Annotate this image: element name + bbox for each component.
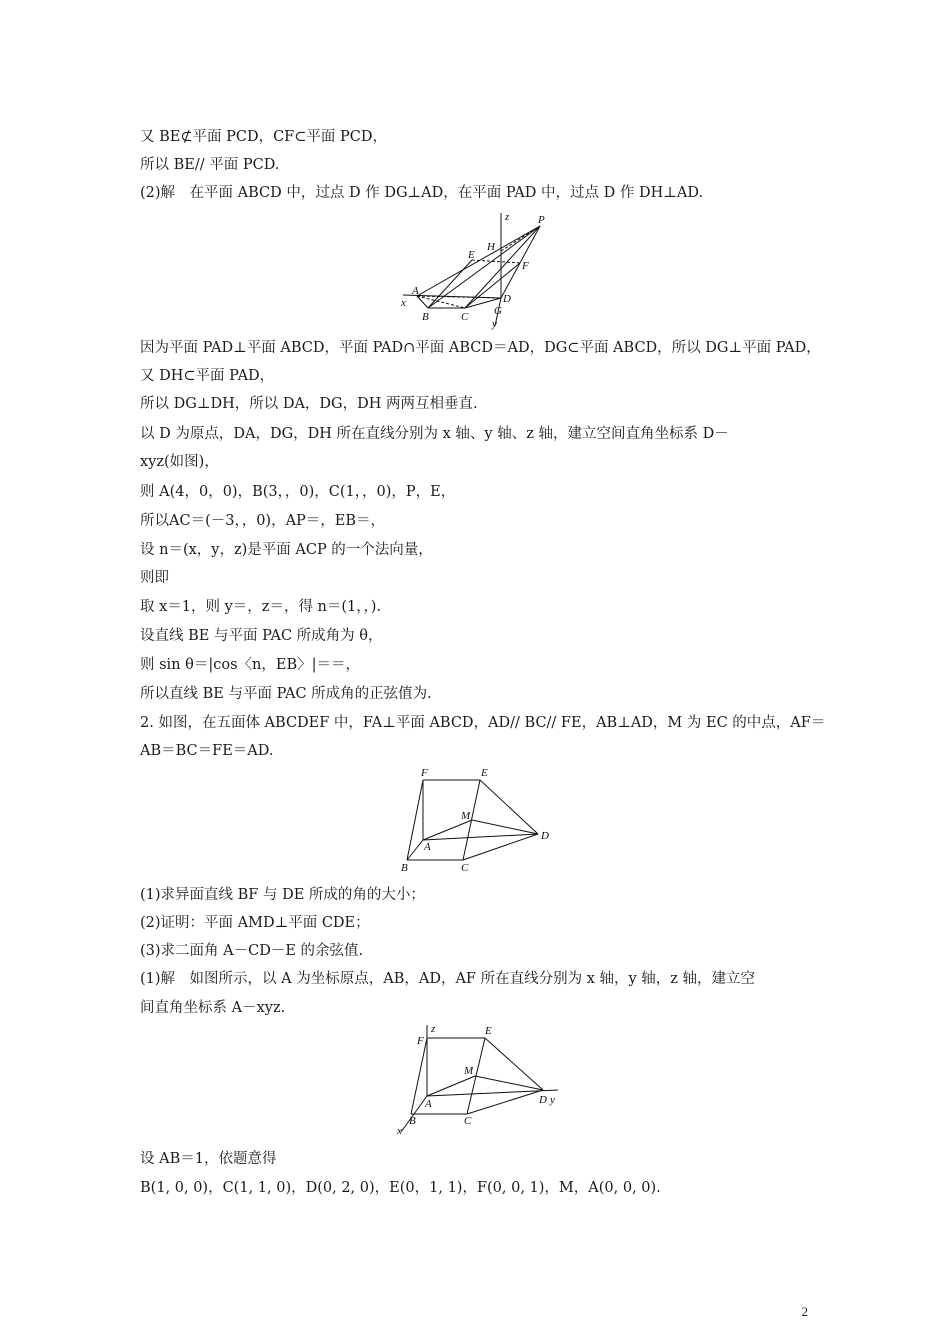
- fig2-label: E: [481, 767, 488, 779]
- figure-pentahedron-axes: [393, 1020, 568, 1138]
- fig1-label: B: [422, 311, 429, 323]
- text-line: 2. 如图，在五面体 ABCDEF 中，FA⊥平面 ABCD，AD// BC// FE，AB⊥AD，M 为 EC 的中点，AF＝: [140, 715, 826, 731]
- figure-pentahedron: [395, 762, 565, 877]
- text-line: 则 A(4，0，0)，B(3，，0)，C(1，，0)，P，E，: [140, 484, 456, 500]
- fig3-label: B: [409, 1115, 416, 1127]
- text-line: 所以AC＝(－3，，0)，AP＝，EB＝，: [140, 513, 386, 529]
- fig3-label: y: [550, 1094, 555, 1106]
- text-line: 间直角坐标系 A－xyz.: [140, 1000, 286, 1016]
- fig3-label: A: [425, 1098, 432, 1110]
- text-line: 设直线 BE 与平面 PAC 所成角为 θ，: [140, 628, 383, 644]
- fig3-label: D: [539, 1094, 547, 1106]
- fig3-label: z: [431, 1023, 436, 1035]
- fig3-label: F: [417, 1035, 424, 1047]
- text-line: 因为平面 PAD⊥平面 ABCD，平面 PAD∩平面 ABCD＝AD，DG⊂平面 ABCD，所以 DG⊥平面 PAD，: [140, 340, 821, 356]
- fig2-label: D: [541, 830, 549, 842]
- fig1-label: A: [412, 285, 419, 297]
- fig1-label: G: [494, 305, 502, 317]
- fig1-label: D: [503, 293, 511, 305]
- fig2-label: A: [424, 841, 431, 853]
- fig3-label: x: [397, 1125, 402, 1137]
- text-line: 取 x＝1，则 y＝，z＝，得 n＝(1，，).: [140, 599, 382, 615]
- text-line: AB＝BC＝FE＝AD.: [140, 743, 274, 759]
- fig1-label: E: [468, 249, 475, 261]
- text-line: 所以 DG⊥DH，所以 DA，DG，DH 两两互相垂直.: [140, 396, 478, 412]
- fig2-label: B: [401, 862, 408, 874]
- fig1-label: z: [505, 211, 510, 223]
- text-line: (1)解 如图所示，以 A 为坐标原点，AB，AD，AF 所在直线分别为 x 轴，y 轴，z 轴，建立空: [140, 971, 756, 987]
- text-line: (1)求异面直线 BF 与 DE 所成的角的大小；: [140, 887, 425, 903]
- fig1-label: P: [538, 214, 545, 226]
- text-line: 则即: [140, 570, 169, 586]
- text-line: (3)求二面角 A－CD－E 的余弦值.: [140, 943, 364, 959]
- text-line: 所以直线 BE 与平面 PAC 所成角的正弦值为.: [140, 686, 432, 702]
- text-line: xyz(如图)，: [140, 454, 219, 470]
- text-line: 以 D 为原点，DA，DG，DH 所在直线分别为 x 轴、y 轴、z 轴，建立空间直角坐标系 D－: [140, 426, 729, 442]
- fig2-label: M: [461, 810, 471, 822]
- fig1-label: C: [461, 311, 469, 323]
- fig3-label: C: [464, 1115, 472, 1127]
- fig1-label: F: [522, 260, 529, 272]
- text-line: (2)证明：平面 AMD⊥平面 CDE；: [140, 915, 370, 931]
- text-line: 设 n＝(x，y，z)是平面 ACP 的一个法向量，: [140, 542, 433, 558]
- text-line: 又 BE⊄平面 PCD，CF⊂平面 PCD，: [140, 129, 387, 145]
- fig2-label: F: [421, 767, 428, 779]
- text-line: B(1, 0, 0)，C(1, 1, 0)，D(0, 2, 0)，E(0，1, 1)，F(0, 0, 1)，M，A(0, 0, 0).: [140, 1180, 661, 1196]
- page-number: 2: [801, 1304, 808, 1319]
- text-line: 则 sin θ＝|cos〈n，EB〉|＝＝，: [140, 657, 361, 673]
- fig1-label: x: [401, 297, 406, 309]
- text-line: 所以 BE// 平面 PCD.: [140, 157, 280, 173]
- fig1-label: y: [492, 318, 497, 330]
- fig1-label: H: [487, 241, 495, 253]
- fig3-label: E: [485, 1025, 492, 1037]
- text-line: 又 DH⊂平面 PAD，: [140, 368, 275, 384]
- text-line: 设 AB＝1，依题意得: [140, 1151, 277, 1167]
- figure-pyramid-pabcd: [395, 208, 565, 330]
- fig3-label: M: [464, 1065, 474, 1077]
- text-line: (2)解 在平面 ABCD 中，过点 D 作 DG⊥AD，在平面 PAD 中，过点 D 作 DH⊥AD.: [140, 185, 704, 201]
- fig2-label: C: [461, 862, 469, 874]
